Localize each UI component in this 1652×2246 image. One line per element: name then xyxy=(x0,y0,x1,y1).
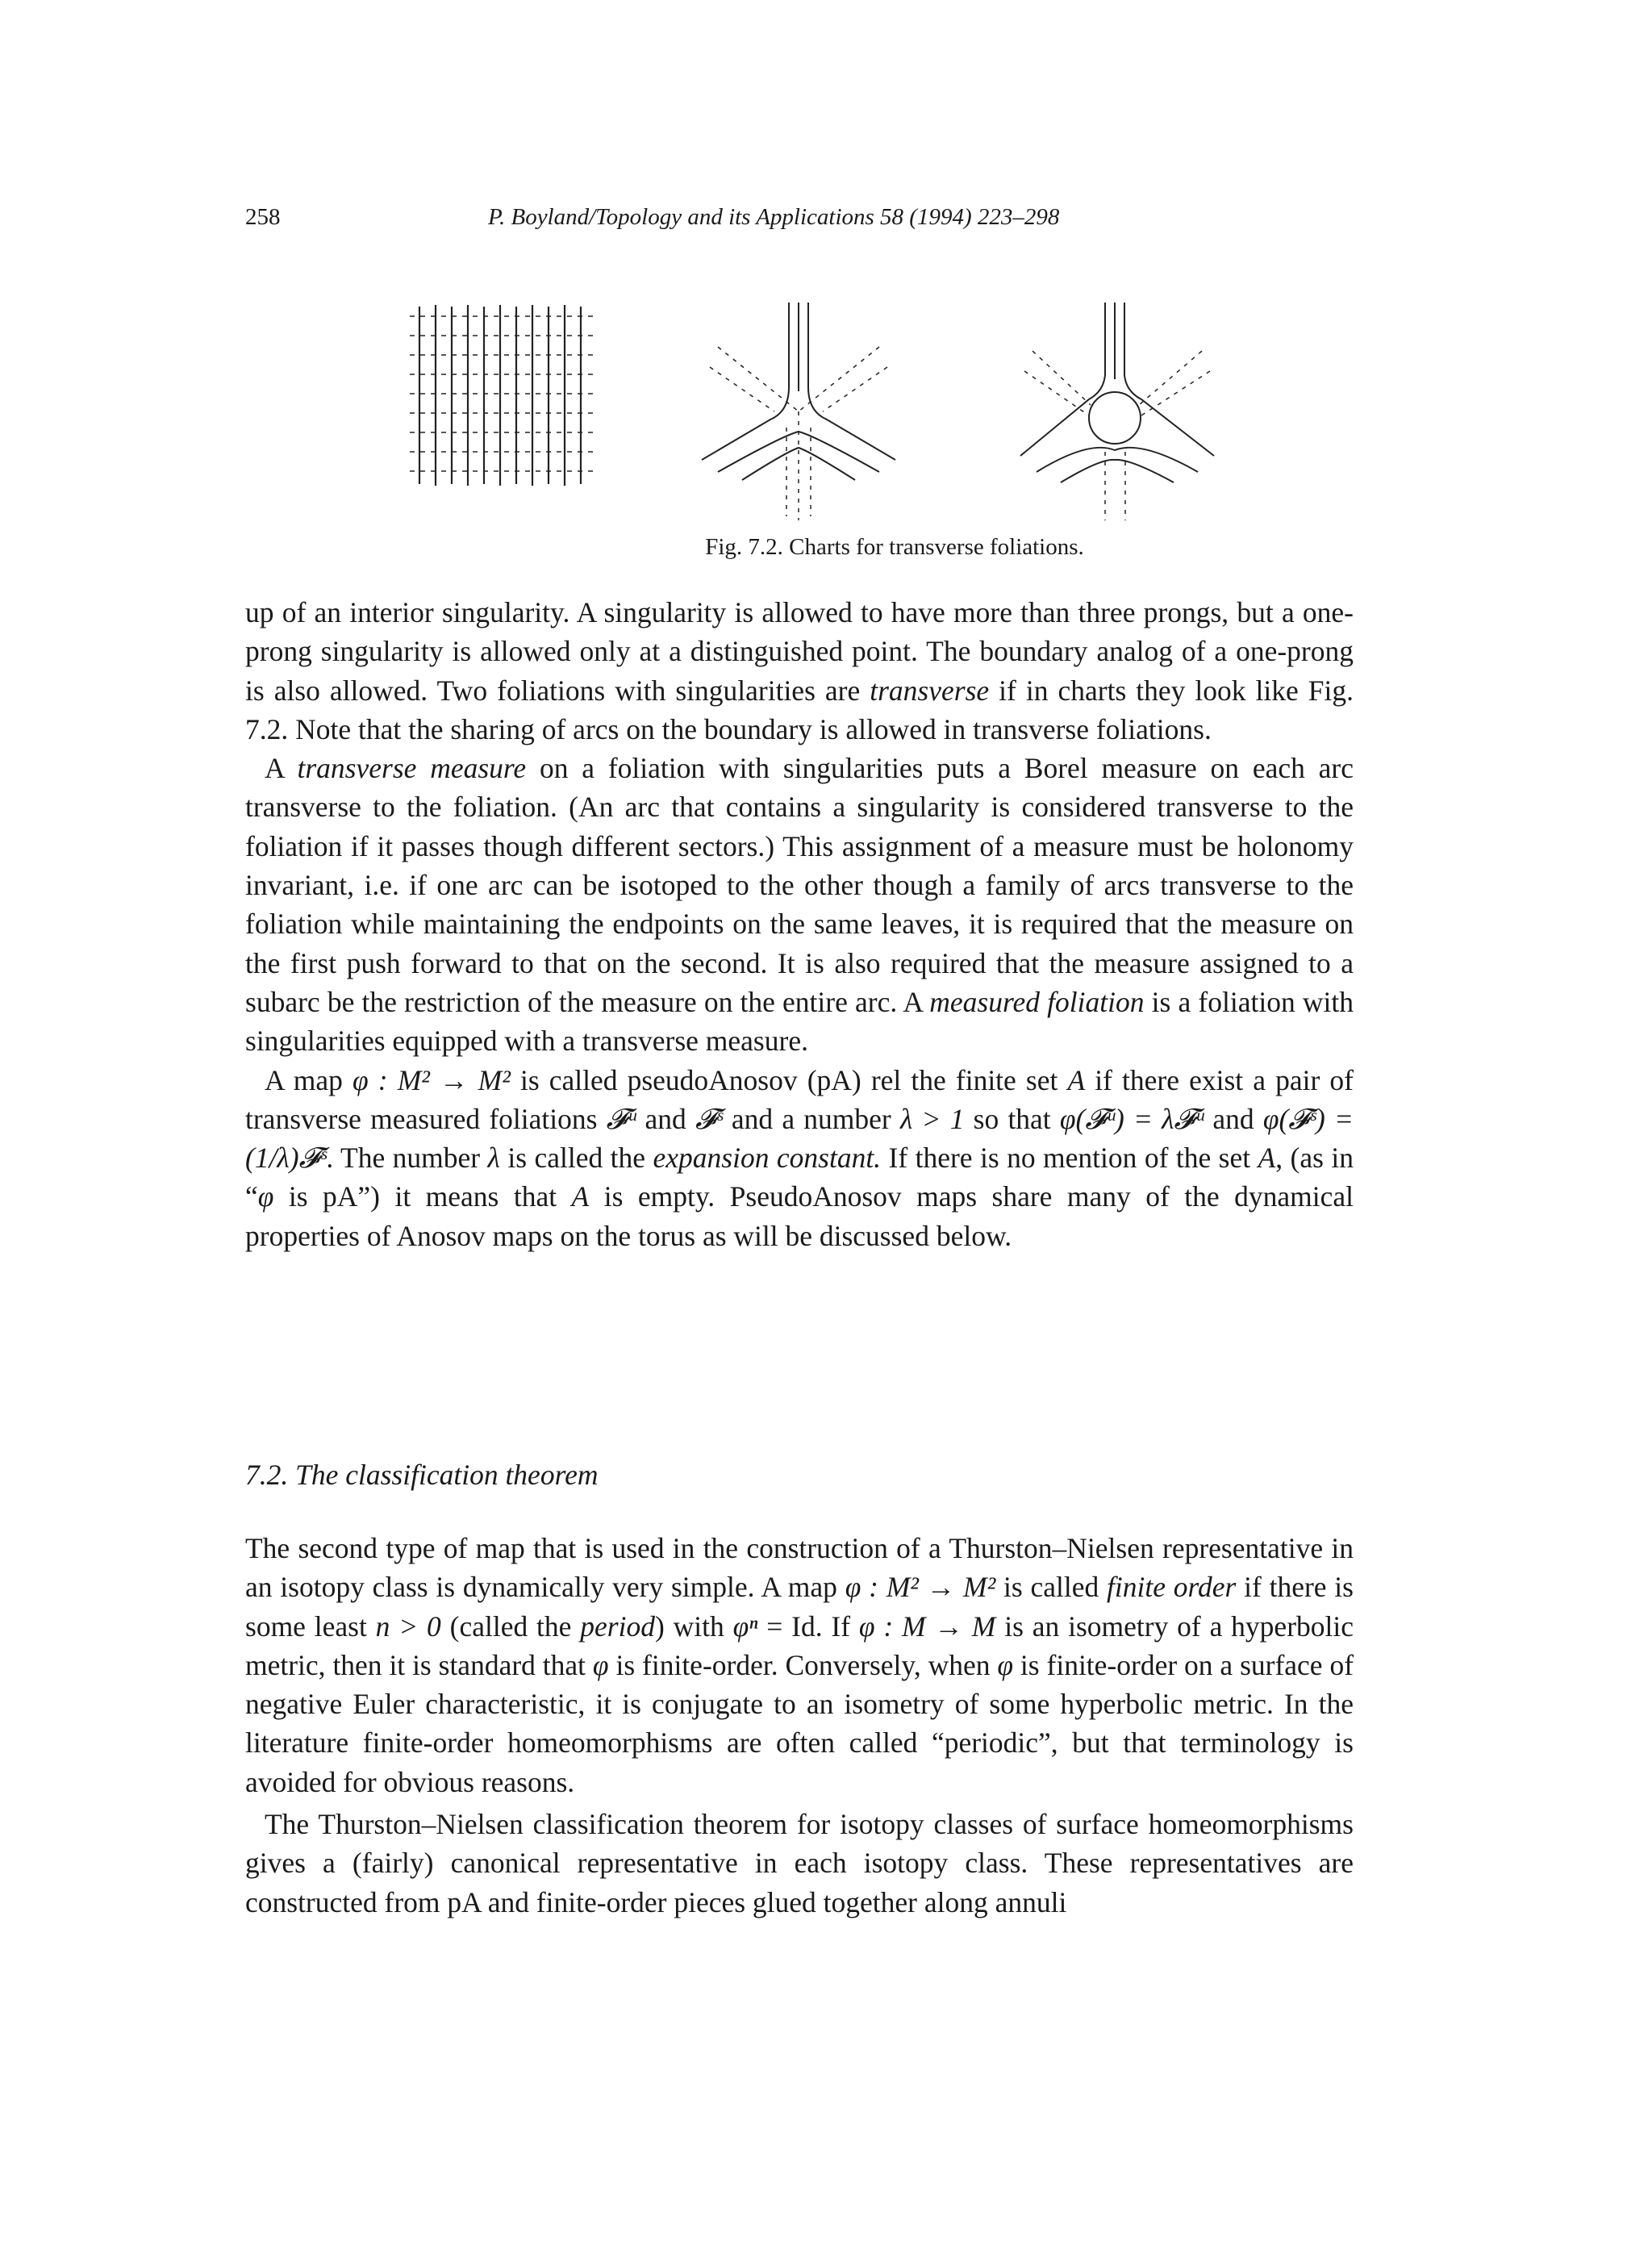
italic-text: expansion constant. xyxy=(653,1142,882,1175)
text-run: A map xyxy=(265,1063,353,1096)
paragraph xyxy=(245,1529,1354,1801)
text-run: = Id. If xyxy=(757,1609,859,1643)
text-run: and xyxy=(1204,1102,1263,1135)
text-run: is pA”) it means that xyxy=(273,1180,572,1213)
italic-text: φ(𝓕ˢ) = (1/λ)𝓕ˢ xyxy=(245,1102,1354,1175)
text-run: . The number xyxy=(326,1142,488,1175)
boundary-singularity-icon xyxy=(1008,298,1226,524)
transverse-grid-icon xyxy=(403,298,605,492)
body-text-top xyxy=(245,593,1354,1255)
body-text-bottom xyxy=(245,1529,1354,1922)
text-run: The second type of map that is used in the construction of a Thurston–Nielsen representative in an isotopy class is dynamically very simple. A map xyxy=(245,1532,1354,1604)
text-run: is finite-order. Conversely, when xyxy=(608,1648,998,1681)
text-run: , (as in “ xyxy=(245,1142,1354,1213)
text-run: is an isometry of a hyperbolic metric, then it is standard that xyxy=(245,1609,1354,1681)
italic-text: finite order xyxy=(1107,1571,1237,1604)
page-number: 258 xyxy=(245,204,281,230)
paragraph xyxy=(245,1805,1354,1922)
boundary-three-prong-chart xyxy=(1008,298,1226,524)
text-run: is finite-order on a surface of negative Euler characteristic, it is conjugate to an isometry of some hyperbolic metric. In the literature finite-order homeomorphisms are often called “periodic”, but that terminology is avoided for obvious reasons. xyxy=(245,1648,1354,1798)
italic-text: λ > 1 xyxy=(899,1102,965,1135)
italic-text: φ xyxy=(592,1648,609,1681)
text-run: is called the xyxy=(499,1142,653,1175)
italic-text: period xyxy=(580,1609,655,1643)
italic-text: 𝓕ˢ xyxy=(695,1102,723,1135)
text-run: if there is some least xyxy=(245,1571,1354,1643)
italic-text: A xyxy=(1258,1142,1276,1175)
running-head: P. Boyland/Topology and its Applications 58 (1994) 223–298 xyxy=(488,204,1060,230)
italic-text: transverse measure xyxy=(297,752,527,785)
italic-text: A xyxy=(1067,1063,1086,1096)
italic-text: φⁿ xyxy=(732,1609,758,1643)
text-run: is called pseudoAnosov (pA) rel the finite set xyxy=(510,1063,1068,1096)
italic-text: A xyxy=(571,1180,590,1213)
text-run: ) with xyxy=(654,1609,733,1643)
text-run: is empty. PseudoAnosov maps share many of the dynamical properties of Anosov maps on the torus as will be discussed below. xyxy=(245,1180,1354,1252)
section-heading: 7.2. The classification theorem xyxy=(245,1459,599,1491)
text-run: A xyxy=(265,752,298,785)
italic-text: φ xyxy=(997,1648,1014,1681)
text-run: up of an interior singularity. A singularity is allowed to have more than three prongs, but a one-prong singularity is allowed only at a distinguished point. The boundary analog of a one-prong is also allowed. Two foliations with singularities are xyxy=(245,596,1354,707)
italic-text: φ xyxy=(257,1180,274,1213)
grid-chart xyxy=(403,298,605,492)
italic-text: λ xyxy=(487,1142,500,1175)
text-run: is called xyxy=(995,1571,1108,1604)
italic-text: measured foliation xyxy=(929,985,1145,1018)
italic-text: transverse xyxy=(870,674,990,707)
italic-text: φ : M² → M² xyxy=(845,1571,996,1604)
three-prong-singularity-icon xyxy=(694,298,903,524)
paragraph xyxy=(245,749,1354,1060)
caption-text: Fig. 7.2. Charts for transverse foliations. xyxy=(705,534,1084,560)
text-run: (called the xyxy=(440,1609,581,1643)
italic-text: φ(𝓕ᵘ) = λ𝓕ᵘ xyxy=(1059,1102,1204,1135)
italic-text: φ : M² → M² xyxy=(353,1063,511,1096)
italic-text: n > 0 xyxy=(375,1609,441,1643)
text-run: and a number xyxy=(722,1102,900,1135)
text-run: if in charts they look like Fig. 7.2. Note that the sharing of arcs on the boundary is allowed in transverse foliations. xyxy=(245,674,1354,745)
text-run: The Thurston–Nielsen classification theorem for isotopy classes of surface homeomorphisms gives a (fairly) canonical representative in each isotopy class. These representatives are constructed from pA and finite-order pieces glued together along annuli xyxy=(245,1808,1354,1918)
three-prong-chart xyxy=(694,298,903,524)
italic-text: 𝓕ᵘ xyxy=(606,1102,636,1135)
text-run: so that xyxy=(964,1102,1060,1135)
paragraph xyxy=(245,593,1354,749)
figure-caption xyxy=(0,534,1652,561)
text-run: on a foliation with singularities puts a Borel measure on each arc transverse to the foliation. (An arc that contains a singularity is considered transverse to the foliation if it passes though different sectors.) This assignment of a measure must be holonomy invariant, i.e. if one arc can be isotoped to the other though a family of arcs transverse to the foliation while maintaining the endpoints on the same leaves, it is required that the measure on the first push forward to that on the second. It is also required that the measure assigned to a subarc be the restriction of the measure on the entire arc. A xyxy=(245,752,1354,1018)
paragraph xyxy=(245,1061,1354,1255)
text-run: and xyxy=(636,1102,695,1135)
italic-text: φ : M → M xyxy=(858,1609,996,1643)
text-run: If there is no mention of the set xyxy=(881,1142,1258,1175)
text-run: is a foliation with singularities equipped with a transverse measure. xyxy=(245,985,1354,1058)
figure-7-2 xyxy=(387,298,1226,541)
page-header xyxy=(0,204,1652,236)
text-run: if there exist a pair of transverse measured foliations xyxy=(245,1063,1354,1135)
